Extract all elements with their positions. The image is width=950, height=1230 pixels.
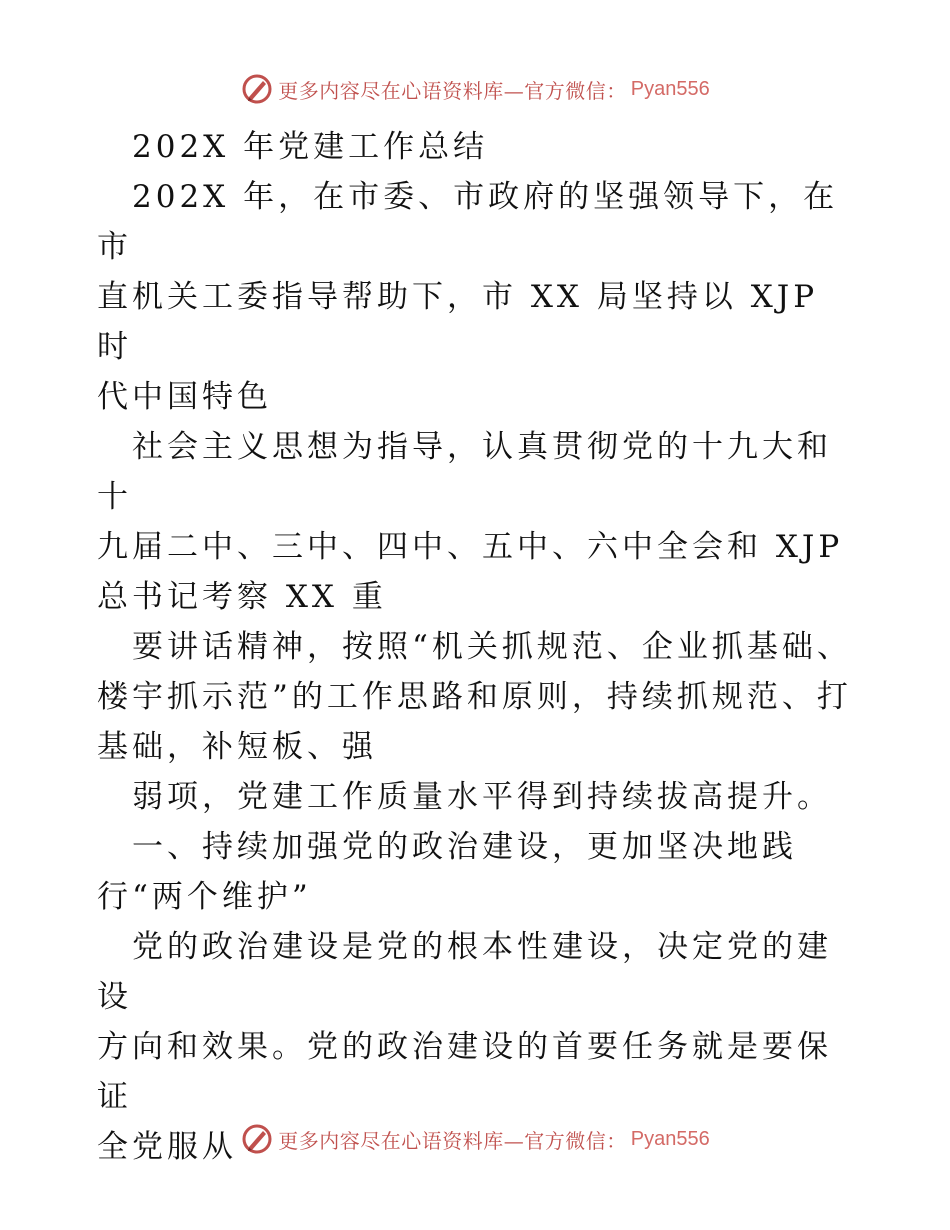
watermark-text: 更多内容尽在心语资料库—官方微信： [278, 1128, 627, 1153]
doc-line: 总书记考察 XX 重 [97, 579, 387, 615]
pen-logo-icon [240, 72, 274, 106]
doc-line: 社会主义思想为指导，认真贯彻党的十九大和十 [97, 429, 832, 515]
footer-watermark [0, 1122, 950, 1156]
doc-line: 要讲话精神，按照“机关抓规范、企业抓基础、 [97, 629, 852, 665]
doc-line: 全党服从 [97, 1129, 237, 1165]
watermark-row [240, 72, 709, 106]
doc-line: 直机关工委指导帮助下，市 XX 局坚持以 XJP 时 [97, 279, 832, 365]
watermark-handle: Pyan556 [630, 77, 710, 100]
doc-line: 方向和效果。党的政治建设的首要任务就是要保证 [97, 1029, 832, 1115]
pen-logo-icon [240, 1122, 274, 1156]
doc-line: 代中国特色 [97, 379, 272, 415]
section-heading-cont: 行“两个维护” [97, 879, 312, 915]
section-heading: 一、持续加强党的政治建设，更加坚决地践 [97, 829, 797, 865]
header-watermark [0, 72, 950, 106]
watermark-text: 更多内容尽在心语资料库—官方微信： [278, 78, 627, 103]
document-body [97, 122, 857, 1172]
doc-title: 202X 年党建工作总结 [97, 129, 489, 165]
doc-line: 党的政治建设是党的根本性建设，决定党的建设 [97, 929, 832, 1015]
doc-line: 楼宇抓示范”的工作思路和原则，持续抓规范、打 [97, 679, 852, 715]
doc-line: 202X 年，在市委、市政府的坚强领导下，在市 [97, 179, 839, 265]
doc-line: 九届二中、三中、四中、五中、六中全会和 XJP [97, 529, 844, 565]
watermark-row [240, 1122, 709, 1156]
watermark-handle: Pyan556 [630, 1127, 710, 1150]
doc-line: 弱项，党建工作质量水平得到持续拔高提升。 [97, 779, 832, 815]
doc-line: 基础，补短板、强 [97, 729, 377, 765]
